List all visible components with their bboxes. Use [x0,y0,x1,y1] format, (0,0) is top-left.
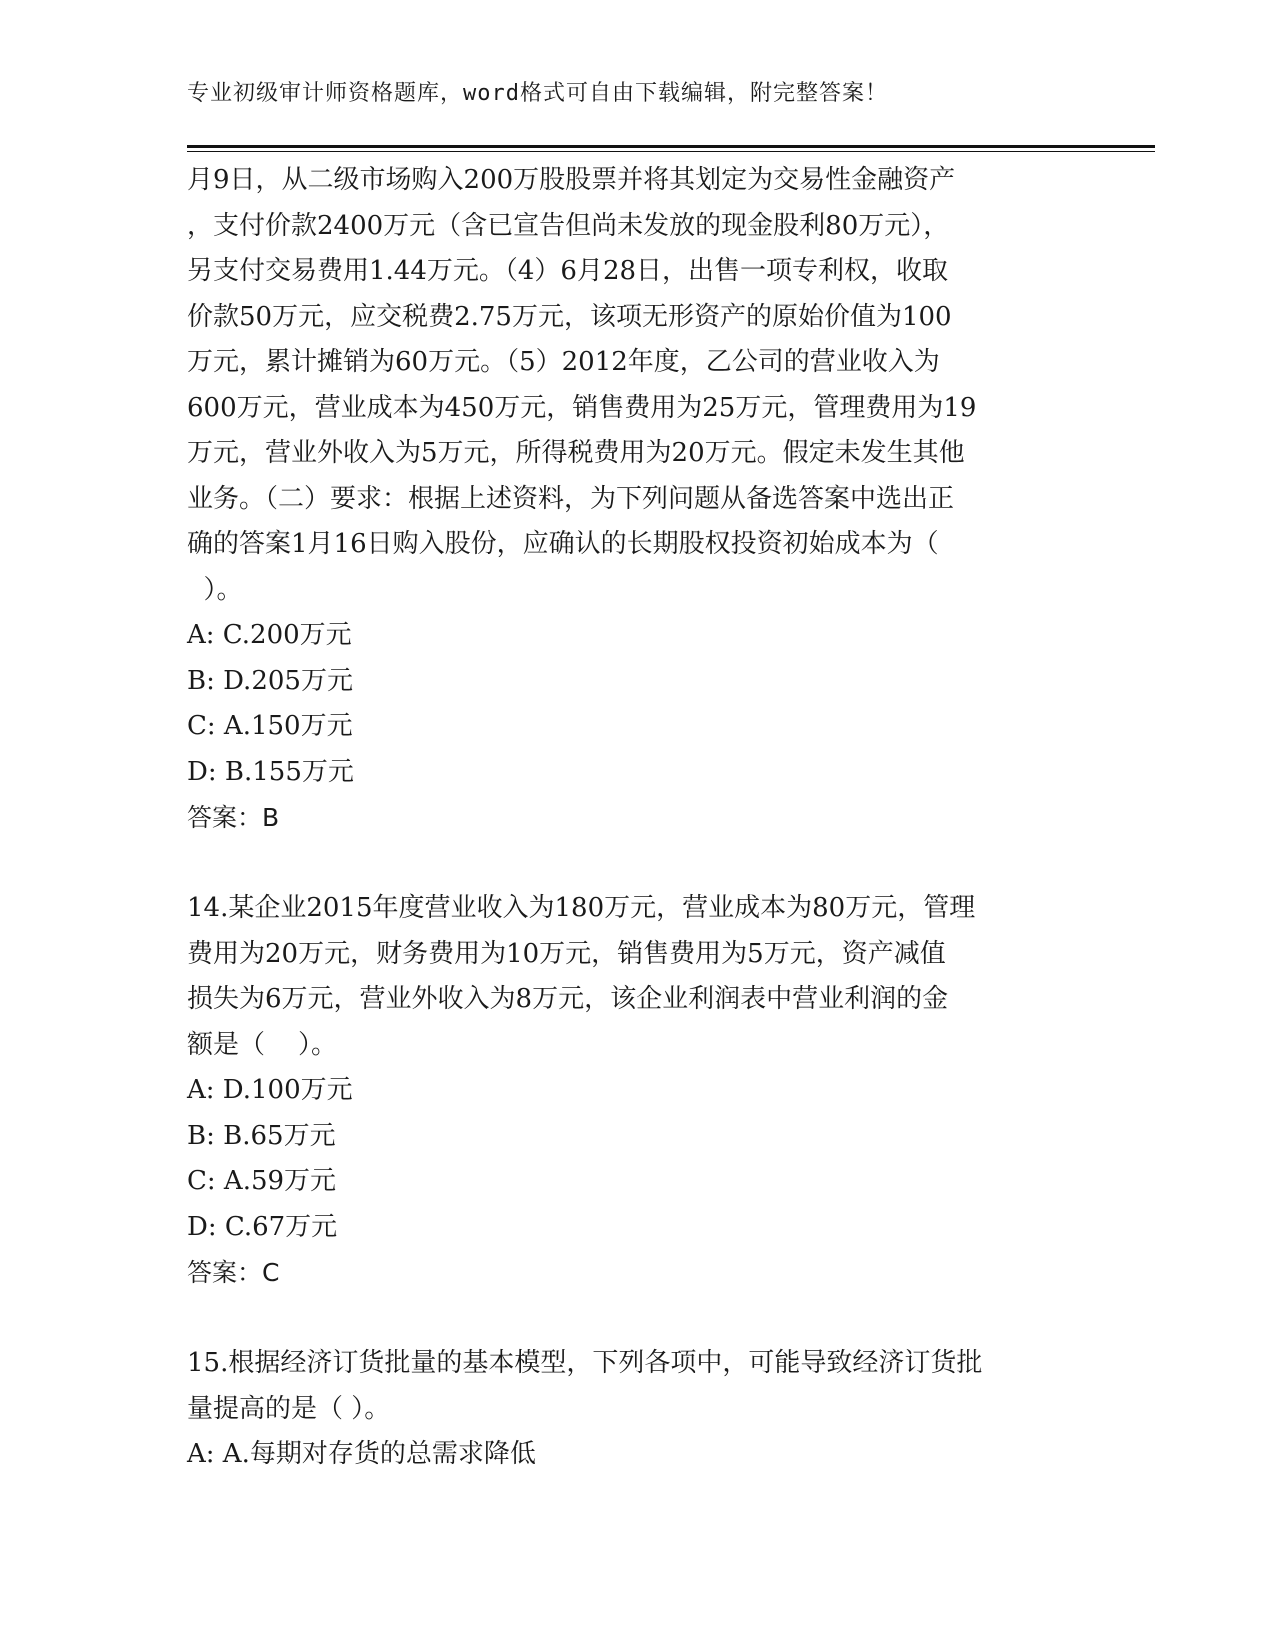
header-rule-thick [187,145,1155,148]
question-stem-line: 万元，累计摊销为60万元。（5）2012年度，乙公司的营业收入为 [187,347,940,377]
option-b: B: D.205万元 [187,665,353,696]
question-stem-line: 14.某企业2015年度营业收入为180万元，营业成本为80万元，管理 [187,893,976,923]
question-stem-line: 额是（ ）。 [187,1029,338,1060]
question-stem-line: 万元，营业外收入为5万元，所得税费用为20万元。假定未发生其他 [187,438,965,468]
question-stem-line: 业务。（二）要求：根据上述资料，为下列问题从备选答案中选出正 [187,483,955,514]
option-c: C: A.150万元 [187,711,353,741]
page-header: 专业初级审计师资格题库，word格式可自由下载编辑，附完整答案！ [187,81,888,106]
question-stem-line: 价款50万元，应交税费2.75万元，该项无形资产的原始价值为100 [187,301,952,332]
header-rule-thin [187,151,1155,152]
question-stem-line: 600万元，营业成本为450万元，销售费用为25万元，管理费用为19 [187,392,977,423]
question-14 [187,886,1087,1296]
question-stem-line: 损失为6万元，营业外收入为8万元，该企业利润表中营业利润的金 [187,984,949,1014]
answer-label: 答案：C [187,1258,280,1287]
question-stem-line: 15.根据经济订货批量的基本模型，下列各项中，可能导致经济订货批 [187,1348,983,1378]
question-stem-line: 月9日，从二级市场购入200万股股票并将其划定为交易性金融资产 [187,165,956,195]
option-b: B: B.65万元 [187,1120,336,1151]
question-stem-line: 另支付交易费用1.44万元。（4）6月28日，出售一项专利权，收取 [187,256,949,286]
option-a: A: A.每期对存货的总需求降低 [187,1439,536,1469]
option-a: A: C.200万元 [187,620,352,650]
answer-label: 答案：B [187,803,280,832]
question-15 [187,1341,1087,1478]
question-13 [187,158,1087,841]
spacer [187,1296,1087,1342]
question-stem-line: 量提高的是（ ）。 [187,1393,391,1424]
spacer [187,841,1087,887]
question-stem-line: 确的答案1月16日购入股份，应确认的长期股权投资初始成本为（ [187,529,939,559]
document-body [187,158,1087,1478]
option-d: D: B.155万元 [187,756,354,787]
question-stem-line: 费用为20万元，财务费用为10万元，销售费用为5万元，资产减值 [187,938,946,969]
question-stem-line: ）。 [187,574,243,605]
option-c: C: A.59万元 [187,1166,337,1196]
option-a: A: D.100万元 [187,1075,353,1105]
question-stem-line: ，支付价款2400万元（含已宣告但尚未发放的现金股利80万元）， [187,210,950,241]
option-d: D: C.67万元 [187,1211,338,1242]
